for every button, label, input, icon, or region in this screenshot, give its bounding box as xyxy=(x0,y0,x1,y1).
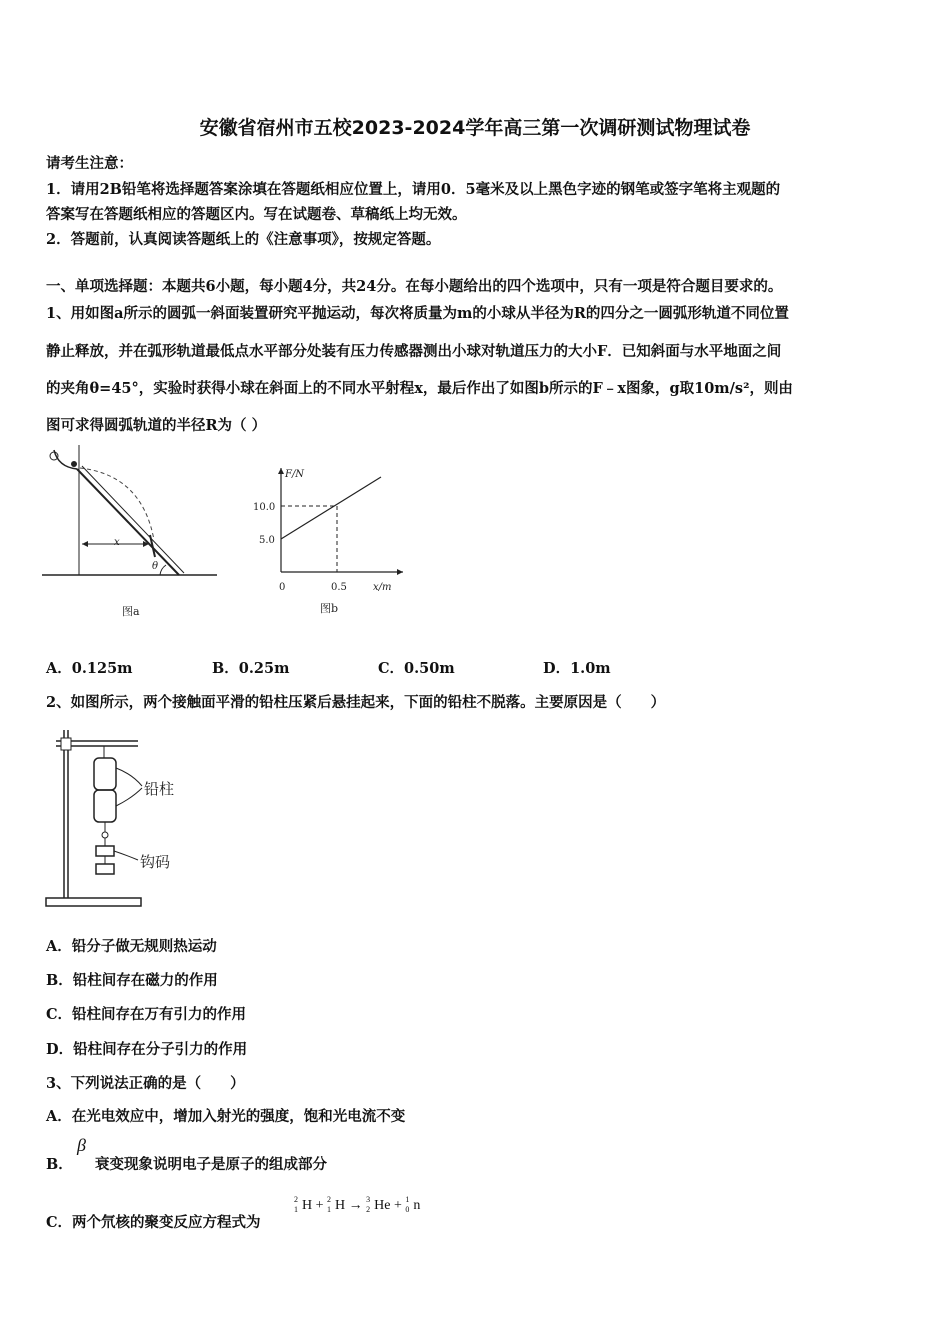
q1-line-4: 图可求得圆弧轨道的半径R为（ ） xyxy=(46,417,267,434)
beta-symbol: β xyxy=(77,1135,86,1155)
q3-option-c[interactable]: C．两个氘核的聚变反应方程式为 xyxy=(46,1214,261,1231)
fig-b-xtick-05: 0.5 xyxy=(331,582,347,593)
q1-option-d[interactable]: D．1.0m xyxy=(543,660,611,677)
q3-option-b-text: 衰变现象说明电子是原子的组成部分 xyxy=(95,1156,327,1173)
figure-lead-cylinders xyxy=(42,722,202,912)
notice-line-1a: 1．请用2B铅笔将选择题答案涂填在答题纸相应位置上，请用0．5毫米及以上黑色字迹的钢笔或签字笔将主观题的 xyxy=(46,181,781,198)
q1-option-a[interactable]: A．0.125m xyxy=(46,660,133,677)
figure-b xyxy=(245,462,405,622)
q1-line-1: 1、用如图a所示的圆弧一斜面装置研究平抛运动，每次将质量为m的小球从半径为R的四分之一圆弧形轨道不同位置 xyxy=(46,305,789,322)
fig-a-theta-label: θ xyxy=(152,561,159,572)
q1-option-b[interactable]: B．0.25m xyxy=(212,660,290,677)
q2-option-b[interactable]: B．铅柱间存在磁力的作用 xyxy=(46,972,218,989)
q1-line-3: 的夹角θ=45°，实验时获得小球在斜面上的不同水平射程x，最后作出了如图b所示的F﹣x图象，g取10m/s²，则由 xyxy=(46,380,793,397)
section-heading: 一、单项选择题：本题共6小题，每小题4分，共24分。在每小题给出的四个选项中，只有一项是符合题目要求的。 xyxy=(46,278,783,295)
notice-line-2: 2．答题前，认真阅读答题纸上的《注意事项》，按规定答题。 xyxy=(46,231,441,248)
label-lead: 铅柱 xyxy=(144,780,175,798)
q1-line-2: 静止释放，并在弧形轨道最低点水平部分处装有压力传感器测出小球对轨道压力的大小F．已知斜面与水平地面之间 xyxy=(46,343,782,360)
q3-option-a[interactable]: A．在光电效应中，增加入射光的强度，饱和光电流不变 xyxy=(46,1108,406,1125)
q3-option-b-prefix: B． xyxy=(46,1156,73,1173)
fusion-equation: 2 1 H + 2 1 H → 3 2 He + 1 0 n xyxy=(294,1194,421,1214)
fig-a-x-label: x xyxy=(114,537,120,548)
fig-b-caption: 图b xyxy=(320,602,339,615)
fig-b-xlabel: x/m xyxy=(373,582,392,593)
page-title: 安徽省宿州市五校2023-2024学年高三第一次调研测试物理试卷 xyxy=(199,117,751,139)
fig-b-ytick-5: 5.0 xyxy=(259,535,275,546)
notice-heading: 请考生注意： xyxy=(46,155,133,172)
fig-b-ytick-10: 10.0 xyxy=(253,502,276,513)
q3-stem: 3、下列说法正确的是（ ） xyxy=(46,1075,245,1092)
q2-stem: 2、如图所示，两个接触面平滑的铅柱压紧后悬挂起来，下面的铅柱不脱落。主要原因是（ ） xyxy=(46,694,666,711)
fig-b-ylabel: F/N xyxy=(285,469,305,480)
q2-option-c[interactable]: C．铅柱间存在万有引力的作用 xyxy=(46,1006,247,1023)
fig-b-line xyxy=(281,477,381,539)
q3-option-b[interactable] xyxy=(46,1153,73,1174)
label-weight: 钩码 xyxy=(140,853,171,871)
figure-a xyxy=(42,445,217,625)
notice-line-1b: 答案写在答题纸相应的答题区内。写在试题卷、草稿纸上均无效。 xyxy=(46,206,467,223)
q2-option-a[interactable]: A．铅分子做无规则热运动 xyxy=(46,938,217,955)
q2-option-d[interactable]: D．铅柱间存在分子引力的作用 xyxy=(46,1041,248,1058)
fig-a-caption: 图a xyxy=(122,605,140,618)
fig-b-xtick-0: 0 xyxy=(279,582,286,593)
q1-option-c[interactable]: C．0.50m xyxy=(378,660,455,677)
